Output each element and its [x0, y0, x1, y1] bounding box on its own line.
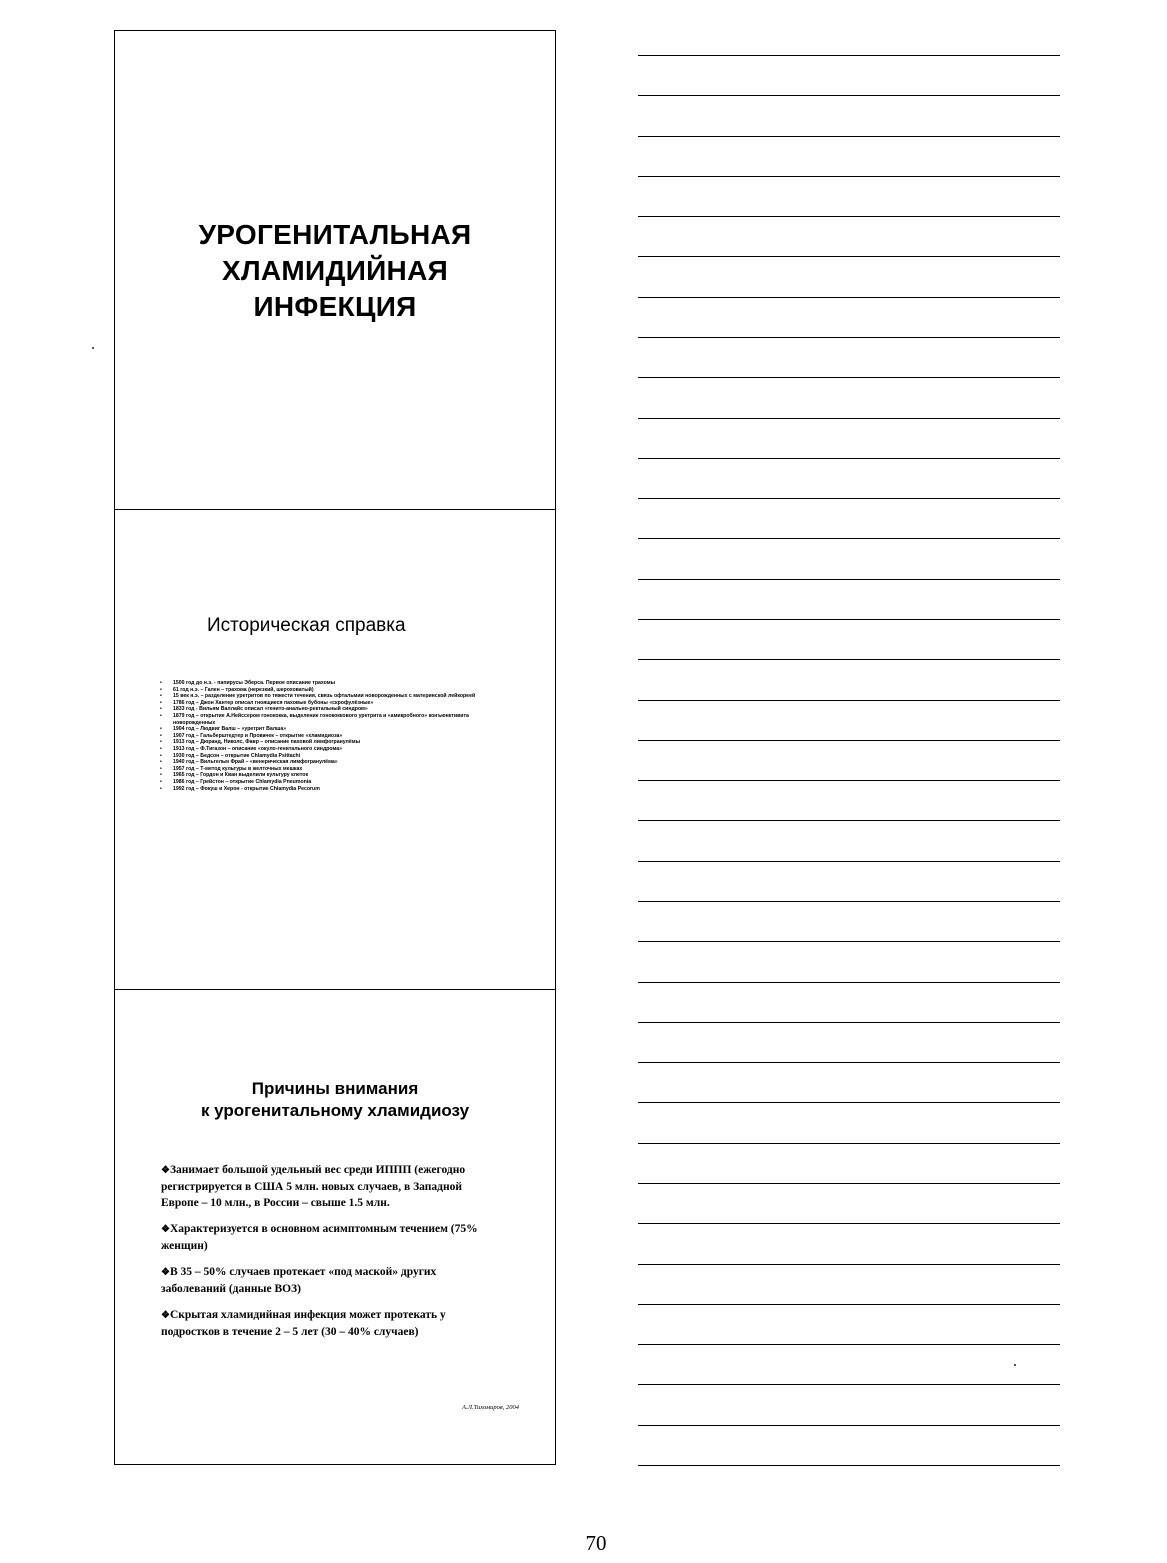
note-line	[638, 95, 1060, 96]
slide-3-title	[115, 1078, 555, 1122]
note-line	[638, 1304, 1060, 1305]
history-item: • 1913 год – Дюранд, Николс, Фавр – описание паховой лимфогранулёмы	[160, 739, 510, 746]
note-line	[638, 1102, 1060, 1103]
diamond-bullet-icon: ❖	[161, 1165, 170, 1176]
reason-text: Занимает большой удельный вес среди ИППП (ежегодно регистрируется в США 5 млн. новых случаев, в Западной Европе – 10 млн., в России – свыше 1.5 млн.	[161, 1164, 466, 1209]
history-item: • 1992 год – Фокуш и Херон - открытие Chlamydia Pecorum	[160, 786, 510, 793]
notes-lines	[638, 0, 1060, 1480]
history-item: • 1833 год - Вильям Валлайс описал «генито-анально-ректальный синдром»	[160, 706, 510, 713]
note-line	[638, 176, 1060, 177]
slide-reasons	[115, 989, 555, 1466]
history-item: • 1930 год – Бедсон – открытие Chlamydia Psittachi	[160, 753, 510, 760]
slide-1-title-line: УРОГЕНИТАЛЬНАЯ	[198, 219, 472, 250]
slides-column	[114, 30, 556, 1465]
history-item: • 1965 год – Гордон и Кван выделили культуру клеток	[160, 772, 510, 779]
author-credit: А.Л.Тихомиров, 2004	[461, 1404, 519, 1411]
page-number: 70	[585, 1531, 607, 1555]
history-item: • 1986 год – Грейстон – открытие Chlamydia Pneumonia	[160, 779, 510, 786]
reason-paragraph	[161, 1264, 481, 1297]
slide-3-title-line: к урогенитальному хламидиозу	[200, 1101, 470, 1120]
slide-title	[115, 31, 555, 509]
slide-1-title-line: ХЛАМИДИЙНАЯ	[221, 255, 449, 286]
note-line	[638, 820, 1060, 821]
history-item: • 1940 год – Вильгельм Фрай – «венерическая лимфогранулёма»	[160, 759, 510, 766]
note-line	[638, 579, 1060, 580]
history-item: • 1913 год – Ф.Тигазон – описание «окуло-генитального синдрома»	[160, 746, 510, 753]
note-line	[638, 982, 1060, 983]
history-item: • 61 год н.э. – Гален – трахома (нерезкий, шероховатый)	[160, 687, 510, 694]
scan-speck	[92, 347, 94, 349]
note-line	[638, 1425, 1060, 1426]
diamond-bullet-icon: ❖	[161, 1267, 170, 1278]
slide-1-title-line: ИНФЕКЦИЯ	[253, 291, 417, 322]
note-line	[638, 1264, 1060, 1265]
note-line	[638, 700, 1060, 701]
reason-paragraph	[161, 1162, 481, 1211]
history-item: • 1879 год – открытие А.Нейссером гонококка, выделение гонококкового уретрита и «амикробного» конъюнктивита новорожденных	[160, 713, 510, 726]
scan-speck	[1014, 1364, 1016, 1366]
slide-3-title-line: Причины внимания	[251, 1079, 419, 1098]
note-line	[638, 458, 1060, 459]
note-line	[638, 418, 1060, 419]
history-item: • 1907 год – Гальберштедтер и Провачек – открытие «хламидиоза»	[160, 733, 510, 740]
history-item: • 1786 год – Джон Хантер описал гноящиеся паховые бубоны «скрофулёзные»	[160, 700, 510, 707]
reason-paragraph	[161, 1307, 481, 1340]
note-line	[638, 1344, 1060, 1345]
history-item: • 15 век н.э. – разделение уретритов по тяжести течения, связь офтальмии новорожденных с материнской лейкореей	[160, 693, 510, 700]
slide-1-title	[115, 217, 555, 325]
note-line	[638, 901, 1060, 902]
note-line	[638, 619, 1060, 620]
note-line	[638, 377, 1060, 378]
history-list	[160, 680, 510, 792]
note-line	[638, 337, 1060, 338]
note-line	[638, 1223, 1060, 1224]
reasons-list	[161, 1162, 481, 1350]
note-line	[638, 498, 1060, 499]
diamond-bullet-icon: ❖	[161, 1310, 170, 1321]
note-line	[638, 1062, 1060, 1063]
history-item: • 1904 год – Людвиг Валш – «уретрит Валша»	[160, 726, 510, 733]
note-line	[638, 941, 1060, 942]
history-item: • 1957 год – Т-метод культуры в желточных мешках	[160, 766, 510, 773]
note-line	[638, 55, 1060, 56]
reason-text: Скрытая хламидийная инфекция может протекать у подростков в течение 2 – 5 лет (30 – 40% случаев)	[161, 1309, 446, 1338]
note-line	[638, 1143, 1060, 1144]
note-line	[638, 659, 1060, 660]
reason-text: Характеризуется в основном асимптомным течением (75% женщин)	[161, 1223, 478, 1252]
note-line	[638, 538, 1060, 539]
note-line	[638, 740, 1060, 741]
note-line	[638, 1384, 1060, 1385]
note-line	[638, 1183, 1060, 1184]
note-line	[638, 1465, 1060, 1466]
note-line	[638, 216, 1060, 217]
note-line	[638, 136, 1060, 137]
note-line	[638, 780, 1060, 781]
slide-history	[115, 509, 555, 989]
note-line	[638, 297, 1060, 298]
slide-2-title: Историческая справка	[207, 615, 406, 636]
note-line	[638, 1022, 1060, 1023]
note-line	[638, 256, 1060, 257]
reason-text: В 35 – 50% случаев протекает «под маской» других заболеваний (данные ВОЗ)	[161, 1266, 437, 1295]
reason-paragraph	[161, 1221, 481, 1254]
history-item: • 1500 год до н.э. - папирусы Эберса. Первое описание трахомы	[160, 680, 510, 687]
note-line	[638, 861, 1060, 862]
diamond-bullet-icon: ❖	[161, 1224, 170, 1235]
